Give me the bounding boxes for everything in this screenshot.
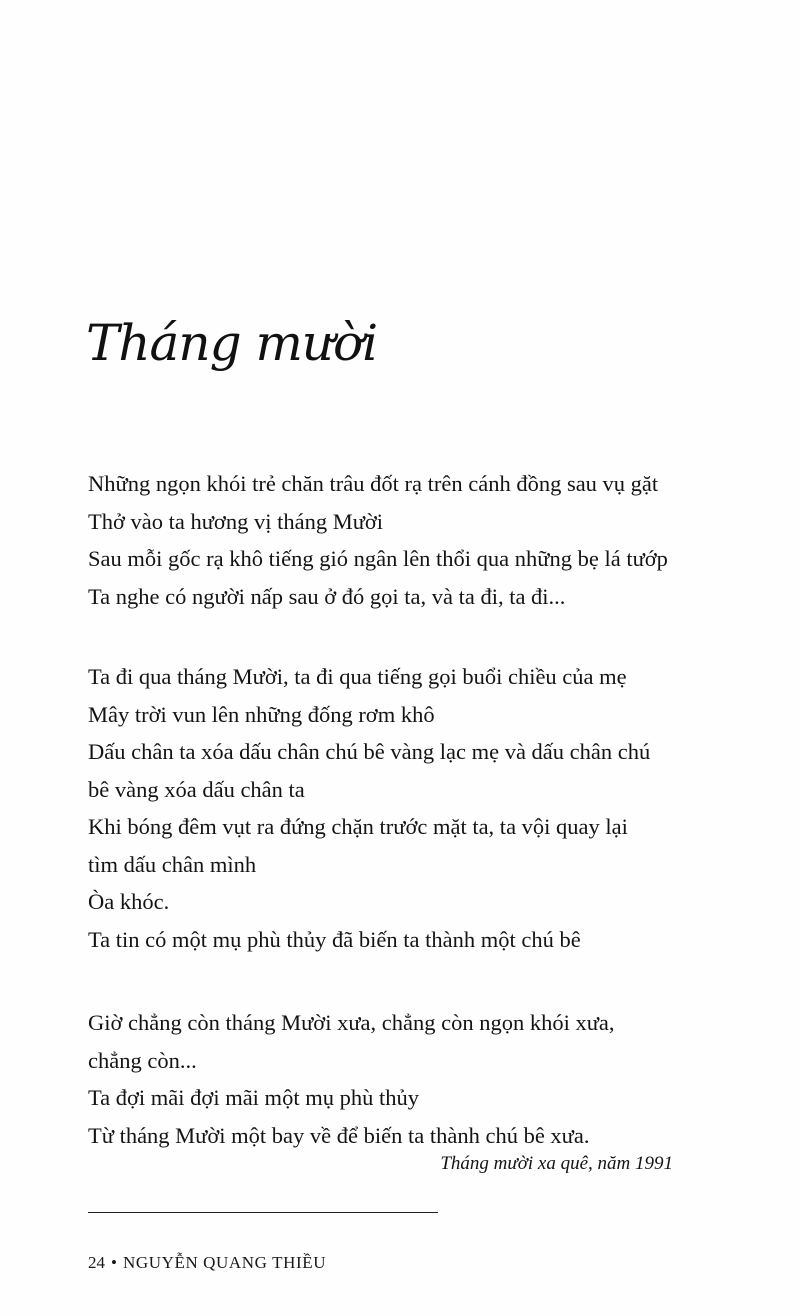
poem-line: Ta đợi mãi đợi mãi một mụ phù thủy <box>88 1085 419 1110</box>
poem-line: tìm dấu chân mình <box>88 851 257 877</box>
stanza-3 <box>88 1004 778 1154</box>
poem-line: Khi bóng đêm vụt ra đứng chặn trước mặt ta, ta vội quay lại <box>88 814 628 839</box>
page-number: 24 <box>88 1253 105 1272</box>
poem-body <box>88 465 778 1154</box>
bullet-separator: • <box>111 1253 117 1272</box>
poem-line: Òa khóc. <box>88 889 170 914</box>
poem-line: Những ngọn khói trẻ chăn trâu đốt rạ trên cánh đồng sau vụ gặt <box>88 471 659 496</box>
poem-title: Tháng mười <box>86 314 378 372</box>
page-footer <box>88 1252 326 1274</box>
stanza-2 <box>88 658 778 1004</box>
poem-line: Thở vào ta hương vị tháng Mười <box>88 508 384 534</box>
poem-line: Dấu chân ta xóa dấu chân chú bê vàng lạc mẹ và dấu chân chú <box>88 739 651 764</box>
poem-line: Từ tháng Mười một bay về để biến ta thành chú bê xưa. <box>88 1122 590 1148</box>
poem-line: Giờ chẳng còn tháng Mười xưa, chẳng còn ngọn khói xưa, <box>88 1010 615 1035</box>
poem-dateline: Tháng mười xa quê, năm 1991 <box>440 1153 673 1174</box>
poem-line: bê vàng xóa dấu chân ta <box>88 776 305 802</box>
poem-line: Sau mỗi gốc rạ khô tiếng gió ngân lên thổi qua những bẹ lá tướp <box>88 546 668 571</box>
footer-divider <box>88 1212 438 1213</box>
poem-line: Ta tin có một mụ phù thủy đã biến ta thành một chú bê <box>88 926 581 952</box>
poem-line: Ta nghe có người nấp sau ở đó gọi ta, và ta đi, ta đi... <box>88 583 566 609</box>
poem-line: chẳng còn... <box>88 1047 197 1073</box>
poem-line: Mây trời vun lên những đống rơm khô <box>88 701 435 727</box>
author-name: NGUYỄN QUANG THIỀU <box>122 1253 327 1272</box>
stanza-1 <box>88 465 778 658</box>
poem-line: Ta đi qua tháng Mười, ta đi qua tiếng gọi buổi chiều của mẹ <box>88 664 627 689</box>
